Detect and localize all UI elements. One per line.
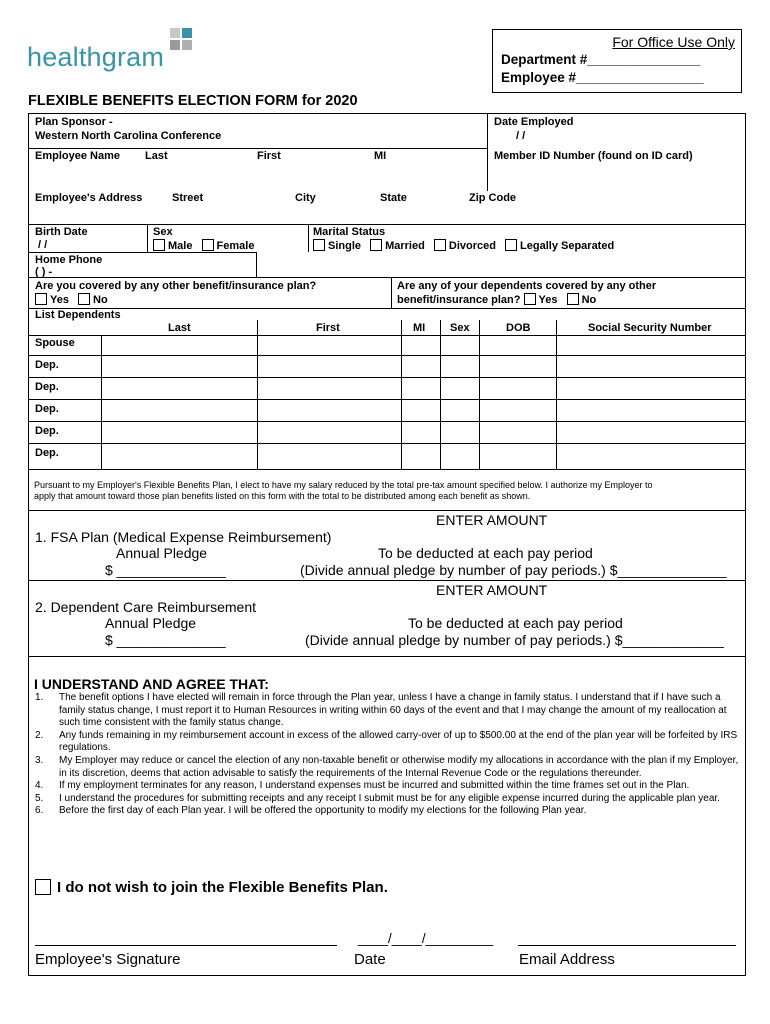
dependents-yes-checkbox[interactable] <box>524 293 536 305</box>
department-field[interactable]: Department #_______________ <box>501 52 700 67</box>
home-phone-label: Home Phone <box>35 254 103 266</box>
sex-option-male[interactable]: Male <box>153 239 192 252</box>
employee-number-field[interactable]: Employee #_________________ <box>501 70 704 85</box>
col-first: First <box>316 322 340 334</box>
col-dob: DOB <box>506 322 531 334</box>
agreement-heading: I UNDERSTAND AND AGREE THAT: <box>34 676 269 692</box>
marital-option-divorced[interactable]: Divorced <box>434 239 496 252</box>
married-checkbox[interactable] <box>370 239 382 251</box>
birth-date-label: Birth Date <box>35 226 88 238</box>
opt-out-checkbox[interactable] <box>35 879 51 895</box>
list-item: 4. If my employment terminates for any reason, I understand expenses must be incurred and submitted within the time frames set out in the Plan. <box>35 780 690 792</box>
dc-annual-pledge-label: Annual Pledge <box>105 615 197 631</box>
covered-yes-checkbox[interactable] <box>35 293 47 305</box>
home-phone-field[interactable]: ( ) - <box>35 266 53 278</box>
col-sex: Sex <box>450 322 470 334</box>
date-blank-field[interactable]: ____/____/_________ <box>358 931 494 946</box>
covered-yes-option[interactable]: Yes <box>35 293 69 306</box>
email-line[interactable] <box>518 945 736 946</box>
dependents-yes-option[interactable]: Yes <box>524 293 558 306</box>
date-employed-label: Date Employed <box>494 116 574 128</box>
zip-label: Zip Code <box>469 192 517 204</box>
single-checkbox[interactable] <box>313 239 325 251</box>
divorced-checkbox[interactable] <box>434 239 446 251</box>
list-item: 2. Any funds remaining in my reimbursement account in excess of the allowed carry-over of up to $500.00 at the end of the plan year will be forfeited by IRS regulations. <box>35 729 738 754</box>
table-row-spouse: Spouse <box>35 337 75 349</box>
birth-date-field[interactable]: / / <box>38 239 48 251</box>
fsa-title: 1. FSA Plan (Medical Expense Reimbursement) <box>35 529 332 545</box>
female-checkbox[interactable] <box>202 239 214 251</box>
logo-text: healthgram <box>27 42 165 72</box>
date-label: Date <box>354 951 386 968</box>
dc-enter-amount: ENTER AMOUNT <box>436 582 548 598</box>
employee-name-label: Employee Name <box>35 150 120 162</box>
dc-deducted-label: To be deducted at each pay period <box>408 615 623 631</box>
list-dependents-heading: List Dependents <box>35 309 121 321</box>
dependents-no-checkbox[interactable] <box>567 293 579 305</box>
email-address-label: Email Address <box>519 951 615 968</box>
table-row-dep: Dep. <box>35 403 59 415</box>
sex-option-female[interactable]: Female <box>202 239 255 252</box>
fsa-per-period-field[interactable]: (Divide annual pledge by number of pay periods.) $______________ <box>300 562 727 578</box>
opt-out-option[interactable] <box>35 879 388 896</box>
name-last-label: Last <box>145 150 168 162</box>
name-first-label: First <box>257 150 281 162</box>
plan-sponsor-label: Plan Sponsor - <box>35 116 113 128</box>
dc-title: 2. Dependent Care Reimbursement <box>35 599 257 615</box>
plan-sponsor-value: Western North Carolina Conference <box>35 130 222 142</box>
marital-option-single[interactable]: Single <box>313 239 361 252</box>
fsa-annual-pledge-label: Annual Pledge <box>116 545 208 561</box>
logo-mark-icon <box>170 28 196 54</box>
legally-separated-checkbox[interactable] <box>505 239 517 251</box>
state-label: State <box>380 192 407 204</box>
member-id-label: Member ID Number (found on ID card) <box>494 150 693 162</box>
sex-label: Sex <box>153 226 173 238</box>
healthgram-logo <box>27 24 202 76</box>
dc-annual-pledge-field[interactable]: $ ______________ <box>105 632 226 648</box>
list-item: 6. Before the first day of each Plan year. I will be offered the opportunity to modify my elections for the following Plan year. <box>35 805 587 817</box>
opt-out-label: I do not wish to join the Flexible Benefits Plan. <box>57 879 388 896</box>
male-checkbox[interactable] <box>153 239 165 251</box>
authorization-text-2: apply that amount toward those plan benefits listed on this form with the total to be distributed among each benefit as shown. <box>34 491 531 501</box>
form-title: FLEXIBLE BENEFITS ELECTION FORM for 2020 <box>28 93 358 109</box>
list-item: 1. The benefit options I have elected will remain in force through the Plan year, unless I have a change in family status. I understand that if I have such a family status change, I must report it to Human Resources in writing within 60 days of the event and that I may change the amount of my reallocation at such time consistent with the family status change. <box>35 692 727 729</box>
covered-options <box>35 293 114 306</box>
city-label: City <box>295 192 316 204</box>
fsa-deducted-label: To be deducted at each pay period <box>378 545 593 561</box>
name-mi-label: MI <box>374 150 387 162</box>
dc-per-period-field[interactable]: (Divide annual pledge by number of pay periods.) $_____________ <box>305 632 724 648</box>
marital-options <box>313 239 620 252</box>
dependents-no-option[interactable]: No <box>567 293 597 306</box>
marital-option-separated[interactable]: Legally Separated <box>505 239 614 252</box>
col-mi: MI <box>413 322 426 334</box>
office-use-heading: For Office Use Only <box>612 34 735 50</box>
table-row-dep: Dep. <box>35 447 59 459</box>
office-use-box <box>492 29 742 93</box>
fsa-enter-amount: ENTER AMOUNT <box>436 512 548 528</box>
covered-no-checkbox[interactable] <box>78 293 90 305</box>
col-last: Last <box>168 322 191 334</box>
street-label: Street <box>172 192 204 204</box>
agreement-list <box>35 692 743 818</box>
address-label: Employee's Address <box>35 192 143 204</box>
authorization-text-1: Pursuant to my Employer's Flexible Benefits Plan, I elect to have my salary reduced by the total pre-tax amount specified below. I authorize my Employer to <box>34 480 653 490</box>
sex-options <box>153 239 260 252</box>
covered-question: Are you covered by any other benefit/insurance plan? <box>35 280 317 292</box>
employee-signature-label: Employee's Signature <box>35 951 181 968</box>
fsa-annual-pledge-field[interactable]: $ ______________ <box>105 562 226 578</box>
dependents-covered-question-2: benefit/insurance plan? Yes No <box>397 294 597 306</box>
signature-line[interactable] <box>35 945 337 946</box>
covered-no-option[interactable]: No <box>78 293 108 306</box>
date-employed-field[interactable]: / / <box>516 130 526 142</box>
dependents-covered-question-1: Are any of your dependents covered by any other <box>397 280 657 292</box>
list-item: 5. I understand the procedures for submitting receipts and any receipt I submit must be for any eligible expense incurred during the applicable plan year. <box>35 792 720 804</box>
col-ssn: Social Security Number <box>588 322 712 334</box>
list-item: 3. My Employer may reduce or cancel the election of any non-taxable benefit or otherwise modify my allocations in accordance with the plan if my Employer, in its discretion, deems that action advisable to satisfy the requirements of the Internal Revenue Code or the regulations thereunder. <box>35 754 739 779</box>
table-row-dep: Dep. <box>35 425 59 437</box>
table-row-dep: Dep. <box>35 359 59 371</box>
table-row-dep: Dep. <box>35 381 59 393</box>
marital-status-label: Marital Status <box>313 226 386 238</box>
marital-option-married[interactable]: Married <box>370 239 425 252</box>
